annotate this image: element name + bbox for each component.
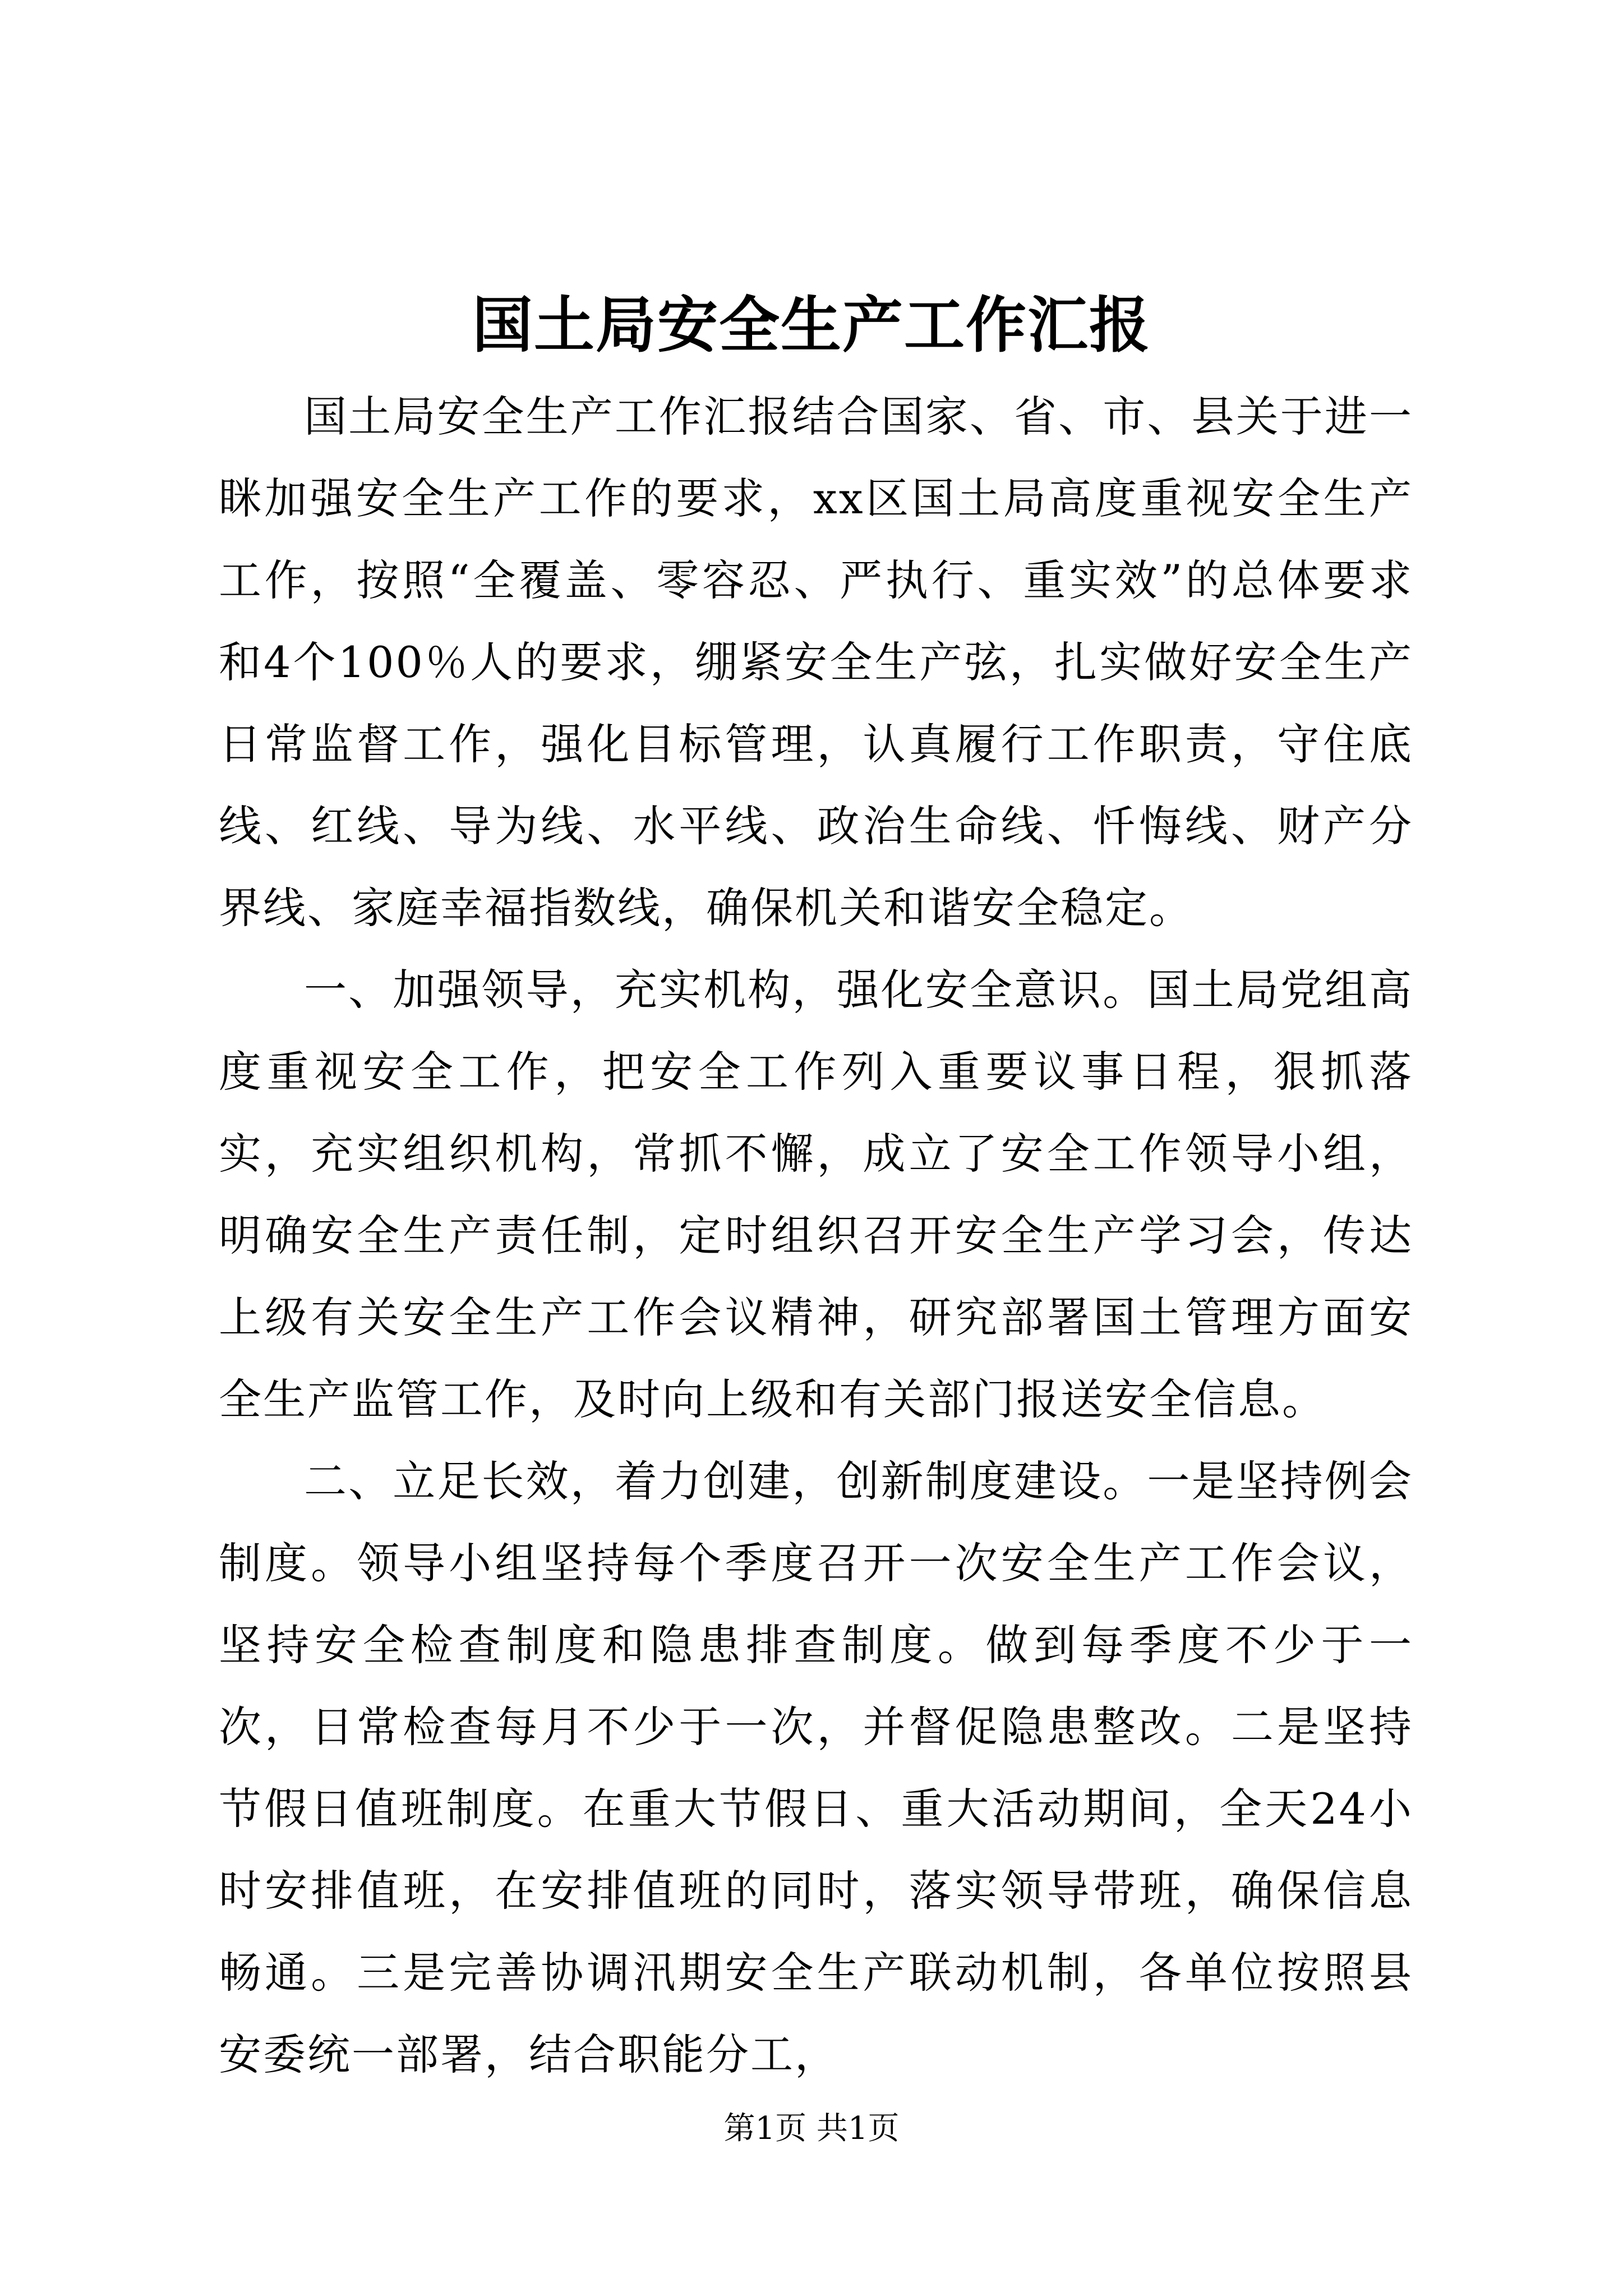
paragraph-intro: 国土局安全生产工作汇报结合国家、省、市、县关于进一眯加强安全生产工作的要求，xx区国土局高度重视安全生产工作，按照“全覆盖、零容忍、严执行、重实效”的总体要求和4个100％人的要求，绷紧安全生产弦，扎实做好安全生产日常监督工作，强化目标管理，认真履行工作职责，守住底线、红线、导为线、水平线、政治生命线、忏悔线、财产分界线、家庭幸福指数线，确保机关和谐安全稳定。 <box>219 392 1413 933</box>
document-body <box>219 376 1413 2096</box>
paragraph-section-two: 二、立足长效，着力创建，创新制度建设。一是坚持例会制度。领导小组坚持每个季度召开一次安全生产工作会议，坚持安全检查制度和隐患排查制度。做到每季度不少于一次，日常检查每月不少于一次，并督促隐患整改。二是坚持节假日值班制度。在重大节假日、重大活动期间，全天24小时安排值班，在安排值班的同时，落实领导带班，确保信息畅通。三是完善协调汛期安全生产联动机制，各单位按照县安委统一部署，结合职能分工， <box>219 1456 1413 2079</box>
paragraph-section-one: 一、加强领导，充实机构，强化安全意识。国土局党组高度重视安全工作，把安全工作列入重要议事日程，狠抓落实，充实组织机构，常抓不懈，成立了安全工作领导小组，明确安全生产责任制，定时组织召开安全生产学习会，传达上级有关安全生产工作会议精神，研究部署国土管理方面安全生产监管工作，及时向上级和有关部门报送安全信息。 <box>219 965 1413 1424</box>
document-title: 国土局安全生产工作汇报 <box>472 290 1151 361</box>
page-footer: 第1页 共1页 <box>723 2110 900 2147</box>
